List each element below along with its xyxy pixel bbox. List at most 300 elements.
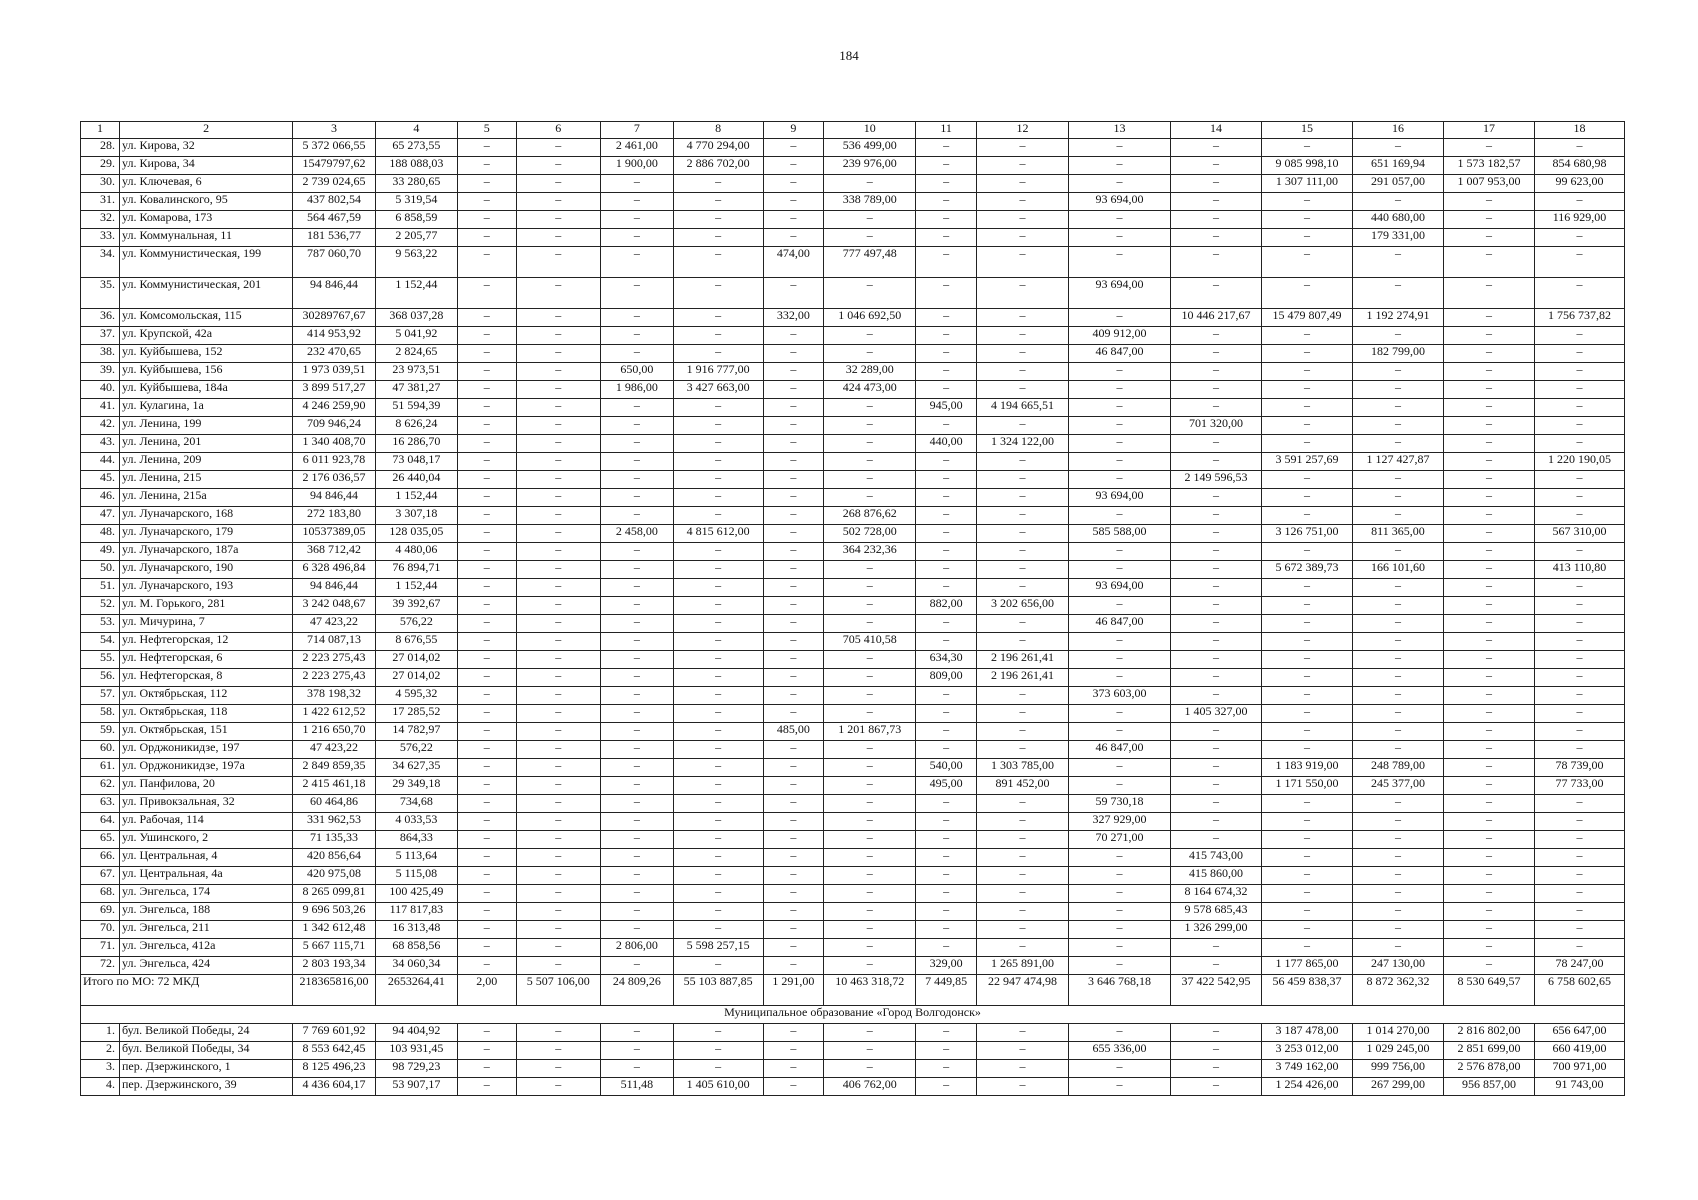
value-cell: – (1352, 363, 1443, 381)
table-row (81, 211, 1625, 229)
address-cell: ул. Ленина, 215 (120, 471, 293, 489)
value-cell: – (516, 175, 601, 193)
value-cell: – (824, 831, 916, 849)
value-cell: – (763, 399, 824, 417)
total-value: 6 758 602,65 (1534, 975, 1624, 1006)
value-cell: – (916, 921, 977, 939)
value-cell: – (516, 831, 601, 849)
value-cell: – (516, 399, 601, 417)
value-cell: 4 770 294,00 (673, 139, 763, 157)
value-cell: – (516, 957, 601, 975)
value-cell: 2 806,00 (601, 939, 674, 957)
value-cell: – (1069, 705, 1171, 723)
value-cell: 700 971,00 (1534, 1060, 1624, 1078)
value-cell: 5 672 389,73 (1261, 561, 1352, 579)
value-cell: – (516, 759, 601, 777)
table-row (81, 363, 1625, 381)
value-cell: 182 799,00 (1352, 345, 1443, 363)
table-body (81, 139, 1625, 1096)
row-number: 72. (81, 957, 120, 975)
value-cell: – (1534, 417, 1624, 435)
value-cell: – (1170, 813, 1261, 831)
value-cell: 9 085 998,10 (1261, 157, 1352, 175)
column-header: 15 (1261, 122, 1352, 139)
value-cell: – (1352, 579, 1443, 597)
value-cell: – (824, 561, 916, 579)
value-cell: – (1170, 957, 1261, 975)
value-cell: – (458, 193, 517, 211)
value-cell: 8 626,24 (375, 417, 457, 435)
value-cell: – (1443, 669, 1534, 687)
value-cell: 656 647,00 (1534, 1024, 1624, 1042)
value-cell: 1 152,44 (375, 489, 457, 507)
column-header: 14 (1170, 122, 1261, 139)
value-cell: – (673, 543, 763, 561)
value-cell: 2 461,00 (601, 139, 674, 157)
value-cell: – (516, 1060, 601, 1078)
value-cell: – (673, 813, 763, 831)
address-cell: ул. Ушинского, 2 (120, 831, 293, 849)
address-cell: ул. Кулагина, 1а (120, 399, 293, 417)
value-cell: 378 198,32 (293, 687, 375, 705)
value-cell: – (1069, 903, 1171, 921)
value-cell: – (673, 579, 763, 597)
value-cell: 364 232,36 (824, 543, 916, 561)
value-cell: – (1069, 175, 1171, 193)
value-cell: – (458, 1042, 517, 1060)
value-cell: – (1534, 849, 1624, 867)
value-cell: 9 578 685,43 (1170, 903, 1261, 921)
value-cell: – (516, 1024, 601, 1042)
value-cell: – (1534, 795, 1624, 813)
value-cell: – (458, 615, 517, 633)
value-cell: – (916, 867, 977, 885)
value-cell: – (1443, 831, 1534, 849)
table-row (81, 597, 1625, 615)
value-cell: 3 242 048,67 (293, 597, 375, 615)
value-cell: – (916, 885, 977, 903)
value-cell: – (1443, 777, 1534, 795)
value-cell: – (977, 831, 1069, 849)
value-cell: – (916, 471, 977, 489)
value-cell: – (824, 903, 916, 921)
value-cell: 1 973 039,51 (293, 363, 375, 381)
table-row (81, 399, 1625, 417)
value-cell: – (824, 1042, 916, 1060)
value-cell: – (763, 489, 824, 507)
value-cell: – (763, 345, 824, 363)
value-cell: – (516, 471, 601, 489)
value-cell: – (1534, 139, 1624, 157)
value-cell: – (1443, 579, 1534, 597)
value-cell: 47 423,22 (293, 741, 375, 759)
address-cell: ул. Привокзальная, 32 (120, 795, 293, 813)
value-cell: 98 729,23 (375, 1060, 457, 1078)
value-cell: – (516, 247, 601, 278)
value-cell: – (1352, 867, 1443, 885)
value-cell: – (673, 633, 763, 651)
value-cell: – (1352, 471, 1443, 489)
value-cell: – (1069, 417, 1171, 435)
value-cell: – (1069, 247, 1171, 278)
value-cell: – (916, 525, 977, 543)
value-cell: – (763, 759, 824, 777)
value-cell: – (458, 741, 517, 759)
value-cell: – (824, 399, 916, 417)
value-cell: – (1069, 849, 1171, 867)
value-cell: 4 194 665,51 (977, 399, 1069, 417)
table-row (81, 417, 1625, 435)
value-cell: – (516, 345, 601, 363)
value-cell: – (1069, 453, 1171, 471)
value-cell: – (1261, 723, 1352, 741)
value-cell: – (977, 1078, 1069, 1096)
value-cell: – (763, 939, 824, 957)
value-cell: – (1069, 561, 1171, 579)
value-cell: – (601, 867, 674, 885)
value-cell: – (673, 795, 763, 813)
value-cell: – (1352, 903, 1443, 921)
value-cell: 29 349,18 (375, 777, 457, 795)
row-number: 52. (81, 597, 120, 615)
address-cell: ул. Коммунистическая, 199 (120, 247, 293, 278)
value-cell: 34 627,35 (375, 759, 457, 777)
row-number: 58. (81, 705, 120, 723)
value-cell: – (916, 1060, 977, 1078)
value-cell: 1 900,00 (601, 157, 674, 175)
value-cell: 247 130,00 (1352, 957, 1443, 975)
value-cell: 27 014,02 (375, 651, 457, 669)
value-cell: – (1534, 327, 1624, 345)
value-cell: – (977, 247, 1069, 278)
value-cell: – (916, 363, 977, 381)
row-number: 54. (81, 633, 120, 651)
value-cell: – (458, 813, 517, 831)
value-cell: – (1261, 831, 1352, 849)
column-header: 9 (763, 122, 824, 139)
value-cell: 956 857,00 (1443, 1078, 1534, 1096)
value-cell: – (1170, 211, 1261, 229)
value-cell: – (673, 885, 763, 903)
value-cell: – (1534, 193, 1624, 211)
value-cell: – (516, 579, 601, 597)
value-cell: 1 014 270,00 (1352, 1024, 1443, 1042)
value-cell: – (673, 597, 763, 615)
row-number: 42. (81, 417, 120, 435)
row-number: 37. (81, 327, 120, 345)
address-cell: бул. Великой Победы, 24 (120, 1024, 293, 1042)
value-cell: – (763, 193, 824, 211)
value-cell: – (763, 471, 824, 489)
value-cell: 6 011 923,78 (293, 453, 375, 471)
value-cell: – (763, 867, 824, 885)
value-cell: – (516, 741, 601, 759)
row-number: 2. (81, 1042, 120, 1060)
value-cell: 440 680,00 (1352, 211, 1443, 229)
value-cell: – (458, 399, 517, 417)
value-cell: – (516, 687, 601, 705)
value-cell: 93 694,00 (1069, 193, 1171, 211)
value-cell: 999 756,00 (1352, 1060, 1443, 1078)
value-cell: – (601, 687, 674, 705)
value-cell: – (1352, 849, 1443, 867)
table-row (81, 813, 1625, 831)
value-cell: 47 423,22 (293, 615, 375, 633)
value-cell: – (1534, 471, 1624, 489)
value-cell: 368 712,42 (293, 543, 375, 561)
table-row (81, 489, 1625, 507)
column-header: 17 (1443, 122, 1534, 139)
row-number: 41. (81, 399, 120, 417)
value-cell: – (1352, 399, 1443, 417)
value-cell: – (916, 327, 977, 345)
value-cell: – (1443, 903, 1534, 921)
value-cell: – (673, 561, 763, 579)
value-cell: 1 986,00 (601, 381, 674, 399)
value-cell: – (977, 525, 1069, 543)
value-cell: – (1170, 777, 1261, 795)
value-cell: – (1443, 957, 1534, 975)
value-cell: – (916, 381, 977, 399)
value-cell: – (916, 615, 977, 633)
value-cell: – (763, 561, 824, 579)
value-cell: – (1261, 741, 1352, 759)
value-cell: – (1352, 507, 1443, 525)
value-cell: – (1534, 939, 1624, 957)
value-cell: – (824, 615, 916, 633)
value-cell: – (673, 921, 763, 939)
value-cell: – (673, 507, 763, 525)
value-cell: – (977, 327, 1069, 345)
value-cell: 6 858,59 (375, 211, 457, 229)
value-cell: – (1261, 813, 1352, 831)
table-row (81, 175, 1625, 193)
value-cell: 2 223 275,43 (293, 669, 375, 687)
value-cell: – (516, 309, 601, 327)
value-cell: – (601, 813, 674, 831)
value-cell: – (1261, 939, 1352, 957)
value-cell: – (673, 309, 763, 327)
value-cell: – (1534, 278, 1624, 309)
value-cell: – (1534, 723, 1624, 741)
value-cell: – (1443, 327, 1534, 345)
value-cell: 78 739,00 (1534, 759, 1624, 777)
value-cell: – (824, 471, 916, 489)
value-cell: – (1443, 417, 1534, 435)
value-cell: 891 452,00 (977, 777, 1069, 795)
value-cell: – (763, 885, 824, 903)
value-cell: – (977, 278, 1069, 309)
value-cell: 787 060,70 (293, 247, 375, 278)
value-cell: 6 328 496,84 (293, 561, 375, 579)
value-cell: 1 422 612,52 (293, 705, 375, 723)
value-cell: – (516, 417, 601, 435)
value-cell: – (1261, 651, 1352, 669)
value-cell: 1 152,44 (375, 579, 457, 597)
value-cell: – (458, 777, 517, 795)
value-cell: – (516, 723, 601, 741)
value-cell: 2 458,00 (601, 525, 674, 543)
value-cell: 1 342 612,48 (293, 921, 375, 939)
data-table (80, 121, 1625, 1096)
value-cell: 14 782,97 (375, 723, 457, 741)
row-number: 1. (81, 1024, 120, 1042)
value-cell: – (601, 795, 674, 813)
value-cell: – (763, 327, 824, 345)
value-cell: – (1261, 597, 1352, 615)
value-cell: – (601, 489, 674, 507)
value-cell: – (1170, 723, 1261, 741)
value-cell: – (824, 939, 916, 957)
value-cell: 94 846,44 (293, 278, 375, 309)
value-cell: – (601, 435, 674, 453)
value-cell: – (458, 139, 517, 157)
value-cell: 4 436 604,17 (293, 1078, 375, 1096)
value-cell: – (1443, 363, 1534, 381)
column-header: 11 (916, 122, 977, 139)
value-cell: – (977, 1060, 1069, 1078)
value-cell: – (1069, 229, 1171, 247)
value-cell: – (1352, 435, 1443, 453)
column-header: 3 (293, 122, 375, 139)
address-cell: ул. Нефтегорская, 8 (120, 669, 293, 687)
value-cell: – (673, 669, 763, 687)
table-row (81, 1060, 1625, 1078)
value-cell: – (1534, 507, 1624, 525)
value-cell: – (824, 211, 916, 229)
value-cell: – (1170, 579, 1261, 597)
value-cell: – (763, 139, 824, 157)
value-cell: 2 223 275,43 (293, 651, 375, 669)
value-cell: – (916, 543, 977, 561)
value-cell: – (824, 669, 916, 687)
value-cell: – (1534, 229, 1624, 247)
value-cell: – (516, 453, 601, 471)
value-cell: – (763, 579, 824, 597)
value-cell: – (458, 1078, 517, 1096)
value-cell: 576,22 (375, 615, 457, 633)
address-cell: ул. Ключевая, 6 (120, 175, 293, 193)
column-header: 1 (81, 122, 120, 139)
column-header: 8 (673, 122, 763, 139)
value-cell: – (1534, 651, 1624, 669)
value-cell: – (673, 651, 763, 669)
value-cell: – (1443, 705, 1534, 723)
value-cell: – (916, 705, 977, 723)
table-row (81, 229, 1625, 247)
address-cell: ул. Кирова, 32 (120, 139, 293, 157)
value-cell: 777 497,48 (824, 247, 916, 278)
row-number: 51. (81, 579, 120, 597)
value-cell: – (1352, 723, 1443, 741)
value-cell: – (1170, 831, 1261, 849)
row-number: 46. (81, 489, 120, 507)
value-cell: – (458, 471, 517, 489)
value-cell: – (516, 885, 601, 903)
value-cell: – (1261, 489, 1352, 507)
value-cell: – (916, 849, 977, 867)
table-row (81, 579, 1625, 597)
table-row (81, 453, 1625, 471)
row-number: 43. (81, 435, 120, 453)
column-header: 2 (120, 122, 293, 139)
value-cell: – (673, 957, 763, 975)
value-cell: – (1443, 399, 1534, 417)
value-cell: – (824, 327, 916, 345)
value-cell: 1 192 274,91 (1352, 309, 1443, 327)
value-cell: – (977, 903, 1069, 921)
value-cell: – (673, 759, 763, 777)
value-cell: – (458, 247, 517, 278)
value-cell: – (1352, 687, 1443, 705)
value-cell: 5 319,54 (375, 193, 457, 211)
value-cell: 714 087,13 (293, 633, 375, 651)
value-cell: – (1443, 939, 1534, 957)
value-cell: – (763, 849, 824, 867)
value-cell: – (763, 597, 824, 615)
value-cell: – (516, 939, 601, 957)
table-row (81, 525, 1625, 543)
value-cell: 1 029 245,00 (1352, 1042, 1443, 1060)
value-cell: – (1261, 615, 1352, 633)
value-cell: – (1170, 1078, 1261, 1096)
value-cell: – (977, 939, 1069, 957)
table-row (81, 705, 1625, 723)
row-number: 60. (81, 741, 120, 759)
value-cell: – (601, 579, 674, 597)
value-cell: – (1170, 507, 1261, 525)
value-cell: 272 183,80 (293, 507, 375, 525)
value-cell: – (1352, 278, 1443, 309)
value-cell: – (824, 229, 916, 247)
value-cell: 3 427 663,00 (673, 381, 763, 399)
value-cell: – (824, 489, 916, 507)
value-cell: – (1069, 1024, 1171, 1042)
value-cell: 239 976,00 (824, 157, 916, 175)
value-cell: 1 007 953,00 (1443, 175, 1534, 193)
value-cell: – (1443, 795, 1534, 813)
value-cell: – (824, 813, 916, 831)
value-cell: – (1443, 813, 1534, 831)
value-cell: – (977, 417, 1069, 435)
value-cell: – (1261, 363, 1352, 381)
value-cell: – (977, 579, 1069, 597)
value-cell: 39 392,67 (375, 597, 457, 615)
value-cell: 415 860,00 (1170, 867, 1261, 885)
value-cell: – (601, 309, 674, 327)
value-cell: – (977, 543, 1069, 561)
table-row (81, 278, 1625, 309)
value-cell: – (1352, 543, 1443, 561)
value-cell: – (1534, 741, 1624, 759)
value-cell: 8 164 674,32 (1170, 885, 1261, 903)
address-cell: ул. Нефтегорская, 12 (120, 633, 293, 651)
value-cell: 116 929,00 (1534, 211, 1624, 229)
value-cell: – (1443, 229, 1534, 247)
value-cell: – (916, 687, 977, 705)
address-cell: ул. Коммунальная, 11 (120, 229, 293, 247)
table-row (81, 849, 1625, 867)
value-cell: – (1443, 741, 1534, 759)
value-cell: – (673, 615, 763, 633)
value-cell: 1 340 408,70 (293, 435, 375, 453)
value-cell: – (763, 1078, 824, 1096)
table-row (81, 921, 1625, 939)
column-header: 6 (516, 122, 601, 139)
value-cell: 93 694,00 (1069, 579, 1171, 597)
value-cell: 46 847,00 (1069, 615, 1171, 633)
column-header-row (81, 122, 1625, 139)
